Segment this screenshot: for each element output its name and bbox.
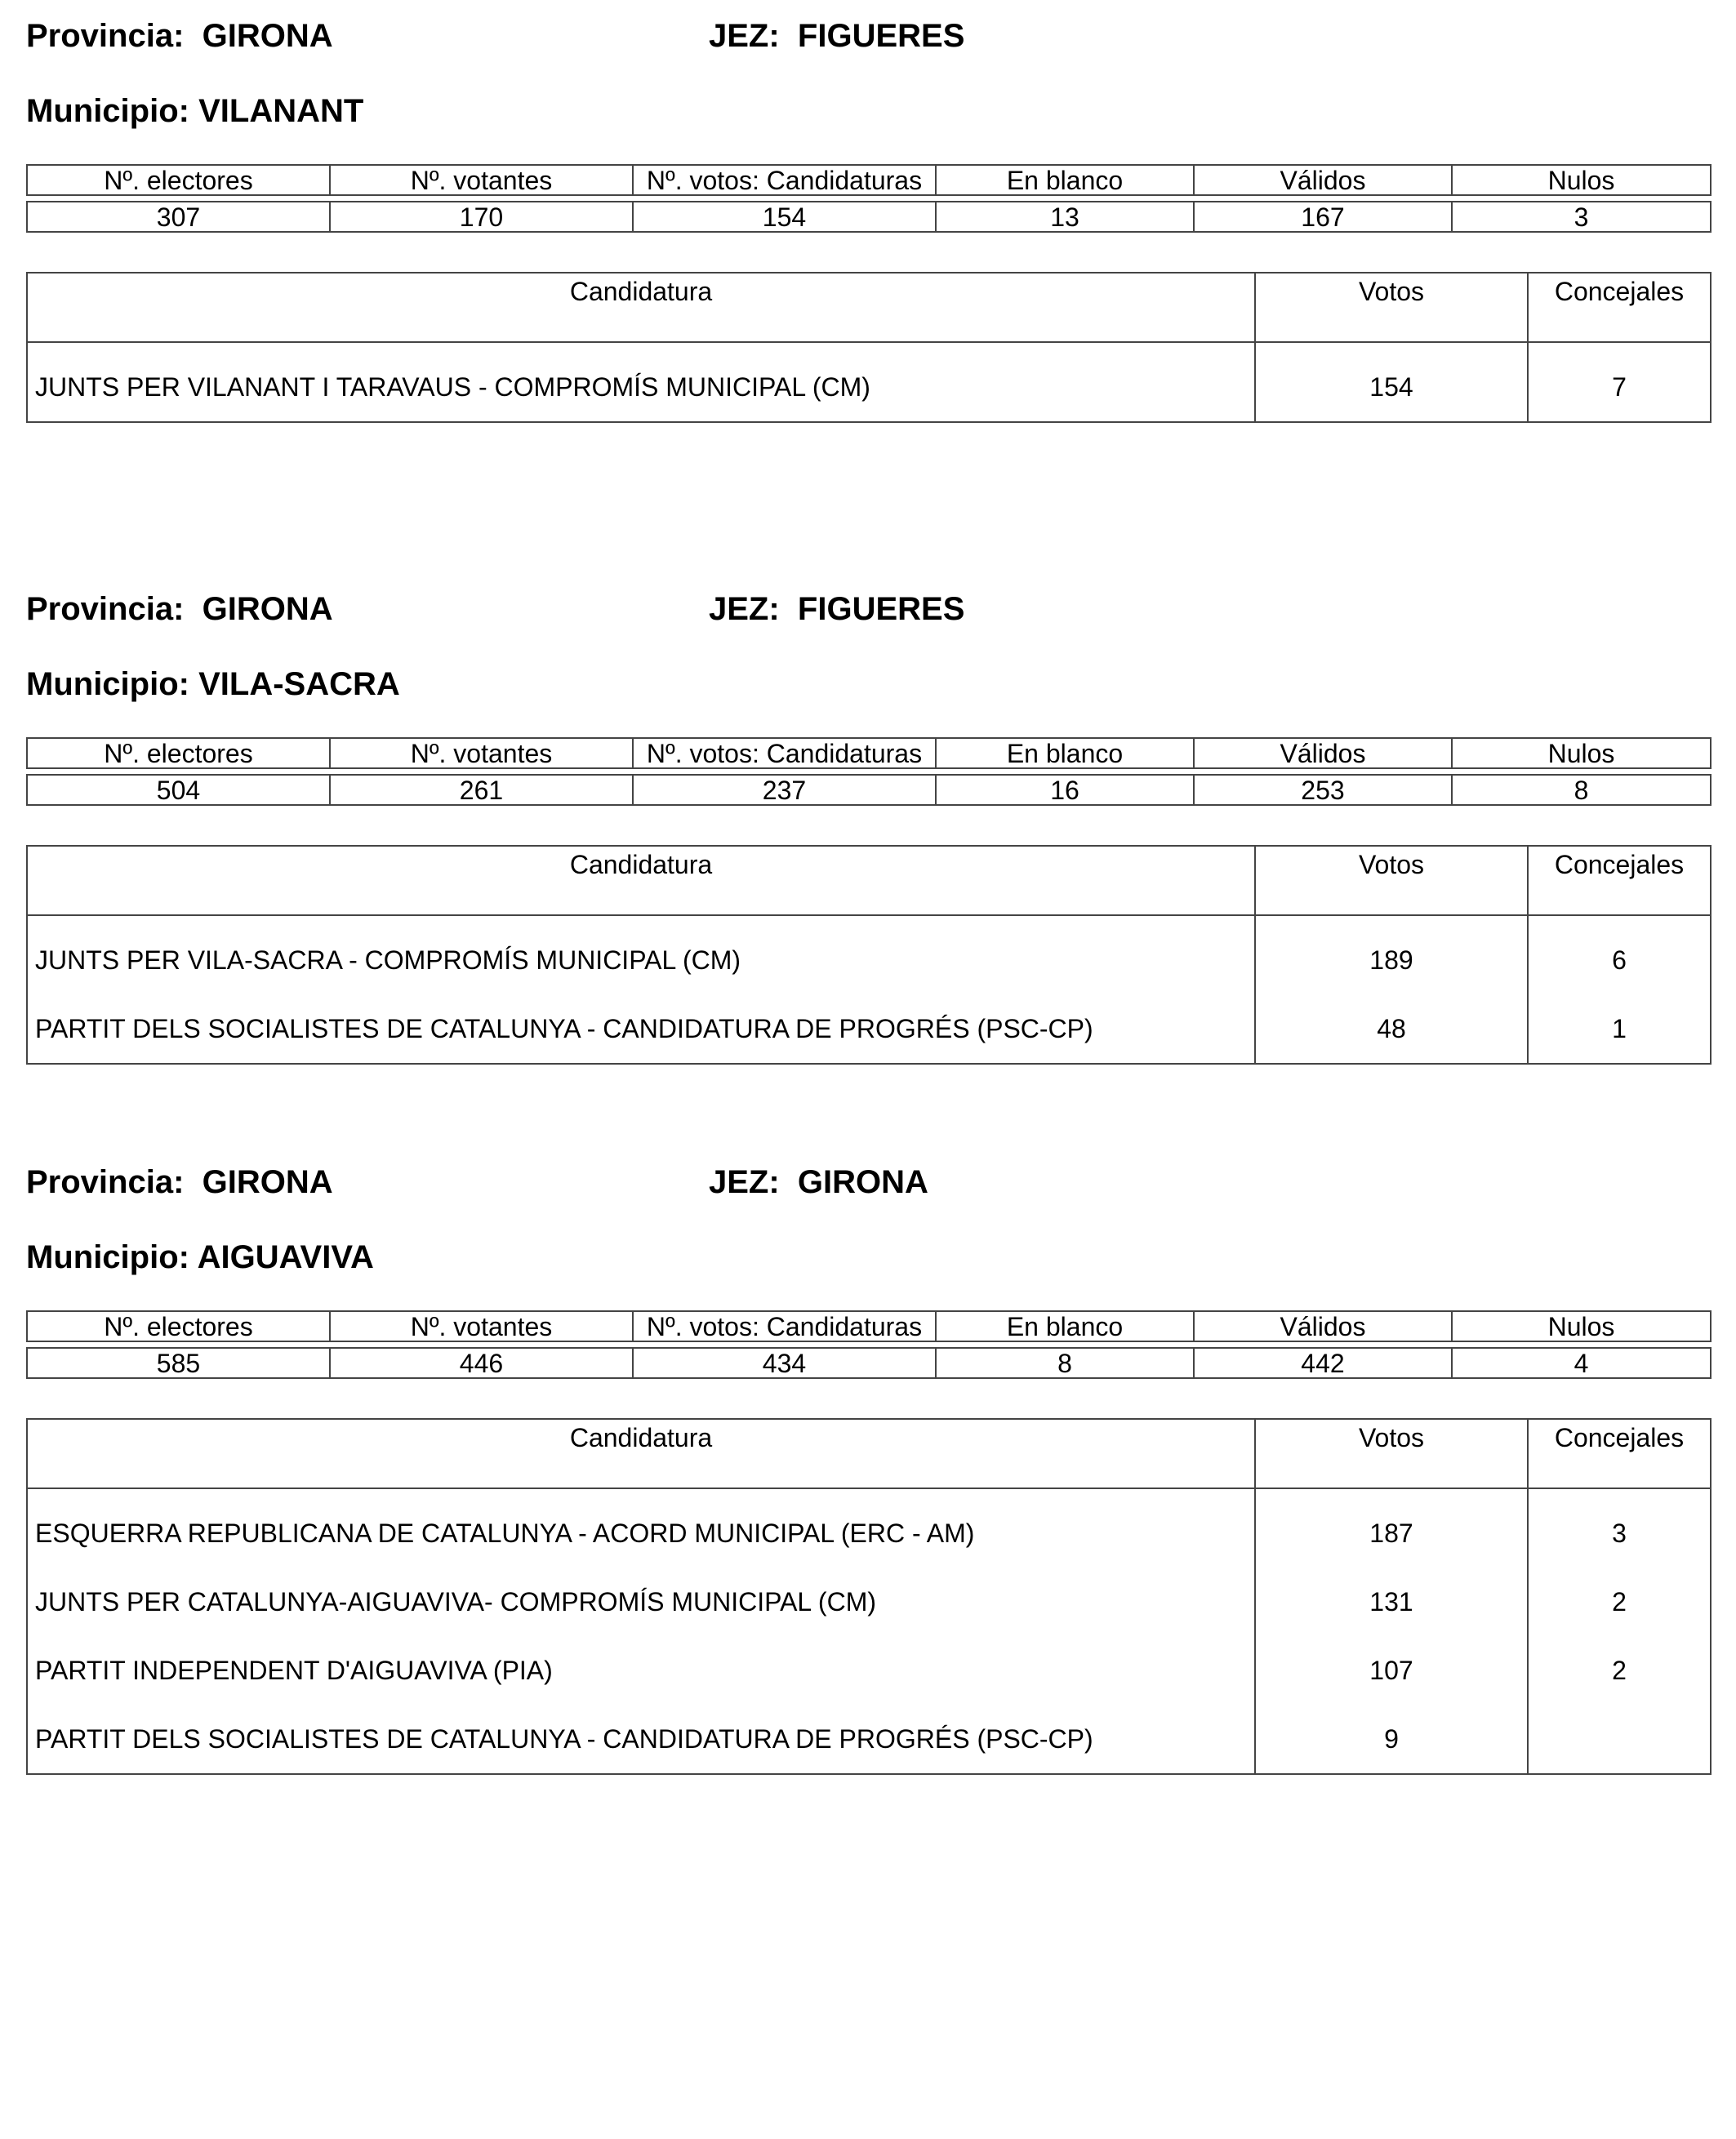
stats-header-en-blanco: En blanco: [936, 1311, 1194, 1341]
candidatura-name: JUNTS PER CATALUNYA-AIGUAVIVA- COMPROMÍS MUNICIPAL (CM): [35, 1587, 876, 1616]
stats-en-blanco: 8: [936, 1348, 1194, 1378]
stats-votantes: 261: [330, 775, 633, 805]
stats-table: [26, 1310, 1712, 1379]
candidatura-votos: 107: [1255, 1636, 1528, 1705]
stats-header-votos-candidaturas: Nº. votos: Candidaturas: [633, 165, 936, 195]
candidatura-row: [27, 915, 1711, 994]
stats-table: [26, 737, 1712, 806]
stats-header-validos: Válidos: [1194, 738, 1452, 768]
candidatura-name: PARTIT INDEPENDENT D'AIGUAVIVA (PIA): [35, 1656, 553, 1685]
stats-header-electores: Nº. electores: [27, 738, 330, 768]
stats-nulos: 4: [1452, 1348, 1711, 1378]
stats-header-votos-candidaturas: Nº. votos: Candidaturas: [633, 738, 936, 768]
candidatura-concejales: 2: [1528, 1636, 1711, 1705]
stats-electores: 585: [27, 1348, 330, 1378]
candidatura-votos: 48: [1255, 994, 1528, 1064]
header-concejales: Concejales: [1528, 846, 1711, 915]
candidaturas-table: [26, 1418, 1712, 1775]
candidatura-row: [27, 1488, 1711, 1568]
provincia-heading: Provincia: GIRONA: [26, 1164, 333, 1200]
stats-header-electores: Nº. electores: [27, 1311, 330, 1341]
stats-header-nulos: Nulos: [1452, 738, 1711, 768]
candidaturas-table: [26, 845, 1712, 1065]
candidatura-votos: 9: [1255, 1705, 1528, 1774]
jez-heading: JEZ: FIGUERES: [709, 591, 965, 627]
stats-nulos: 8: [1452, 775, 1711, 805]
stats-header-validos: Válidos: [1194, 165, 1452, 195]
header-votos: Votos: [1255, 1419, 1528, 1488]
stats-electores: 307: [27, 202, 330, 232]
candidatura-row: [27, 342, 1711, 422]
stats-header-votantes: Nº. votantes: [330, 738, 633, 768]
stats-header-validos: Válidos: [1194, 1311, 1452, 1341]
candidatura-votos: 154: [1255, 342, 1528, 422]
candidatura-row: [27, 1568, 1711, 1636]
candidatura-concejales: 1: [1528, 994, 1711, 1064]
candidatura-name: JUNTS PER VILANANT I TARAVAUS - COMPROMÍS MUNICIPAL (CM): [35, 372, 870, 402]
candidatura-concejales: 2: [1528, 1568, 1711, 1636]
header-votos: Votos: [1255, 846, 1528, 915]
header-candidatura: Candidatura: [27, 1419, 1255, 1488]
candidaturas-header-row: [27, 1419, 1711, 1488]
header-concejales: Concejales: [1528, 273, 1711, 342]
candidaturas-header-row: [27, 846, 1711, 915]
stats-nulos: 3: [1452, 202, 1711, 232]
stats-header-electores: Nº. electores: [27, 165, 330, 195]
candidaturas-header-row: [27, 273, 1711, 342]
candidatura-row: [27, 994, 1711, 1064]
municipio-heading: Municipio: AIGUAVIVA: [26, 1239, 374, 1275]
candidatura-name: JUNTS PER VILA-SACRA - COMPROMÍS MUNICIPAL (CM): [35, 945, 741, 975]
header-candidatura: Candidatura: [27, 846, 1255, 915]
candidatura-concejales: 7: [1528, 342, 1711, 422]
stats-header-votantes: Nº. votantes: [330, 165, 633, 195]
candidatura-votos: 187: [1255, 1488, 1528, 1568]
stats-value-row: [27, 202, 1711, 232]
stats-validos: 167: [1194, 202, 1452, 232]
provincia-heading: Provincia: GIRONA: [26, 591, 333, 627]
stats-electores: 504: [27, 775, 330, 805]
jez-heading: JEZ: GIRONA: [709, 1164, 928, 1200]
candidatura-votos: 189: [1255, 915, 1528, 994]
jez-heading: JEZ: FIGUERES: [709, 18, 965, 54]
candidaturas-table: [26, 272, 1712, 423]
candidatura-concejales: [1528, 1705, 1711, 1774]
stats-header-row: [27, 1311, 1711, 1341]
candidatura-row: [27, 1705, 1711, 1774]
candidatura-name: PARTIT DELS SOCIALISTES DE CATALUNYA - CANDIDATURA DE PROGRÉS (PSC-CP): [35, 1724, 1093, 1754]
header-votos: Votos: [1255, 273, 1528, 342]
stats-header-votos-candidaturas: Nº. votos: Candidaturas: [633, 1311, 936, 1341]
header-candidatura: Candidatura: [27, 273, 1255, 342]
stats-header-en-blanco: En blanco: [936, 165, 1194, 195]
stats-votos-candidaturas: 154: [633, 202, 936, 232]
stats-table: [26, 164, 1712, 233]
candidatura-row: [27, 1636, 1711, 1705]
stats-votantes: 446: [330, 1348, 633, 1378]
stats-en-blanco: 13: [936, 202, 1194, 232]
stats-en-blanco: 16: [936, 775, 1194, 805]
stats-header-en-blanco: En blanco: [936, 738, 1194, 768]
candidatura-name: PARTIT DELS SOCIALISTES DE CATALUNYA - CANDIDATURA DE PROGRÉS (PSC-CP): [35, 1014, 1093, 1043]
candidatura-concejales: 6: [1528, 915, 1711, 994]
stats-votantes: 170: [330, 202, 633, 232]
candidatura-concejales: 3: [1528, 1488, 1711, 1568]
municipio-heading: Municipio: VILANANT: [26, 93, 364, 129]
header-concejales: Concejales: [1528, 1419, 1711, 1488]
stats-header-votantes: Nº. votantes: [330, 1311, 633, 1341]
municipio-heading: Municipio: VILA-SACRA: [26, 666, 400, 702]
stats-header-row: [27, 738, 1711, 768]
provincia-heading: Provincia: GIRONA: [26, 18, 333, 54]
stats-header-nulos: Nulos: [1452, 1311, 1711, 1341]
stats-value-row: [27, 775, 1711, 805]
stats-validos: 253: [1194, 775, 1452, 805]
candidatura-name: ESQUERRA REPUBLICANA DE CATALUNYA - ACORD MUNICIPAL (ERC - AM): [35, 1519, 975, 1548]
stats-validos: 442: [1194, 1348, 1452, 1378]
stats-header-row: [27, 165, 1711, 195]
stats-header-nulos: Nulos: [1452, 165, 1711, 195]
stats-value-row: [27, 1348, 1711, 1378]
stats-votos-candidaturas: 237: [633, 775, 936, 805]
candidatura-votos: 131: [1255, 1568, 1528, 1636]
stats-votos-candidaturas: 434: [633, 1348, 936, 1378]
